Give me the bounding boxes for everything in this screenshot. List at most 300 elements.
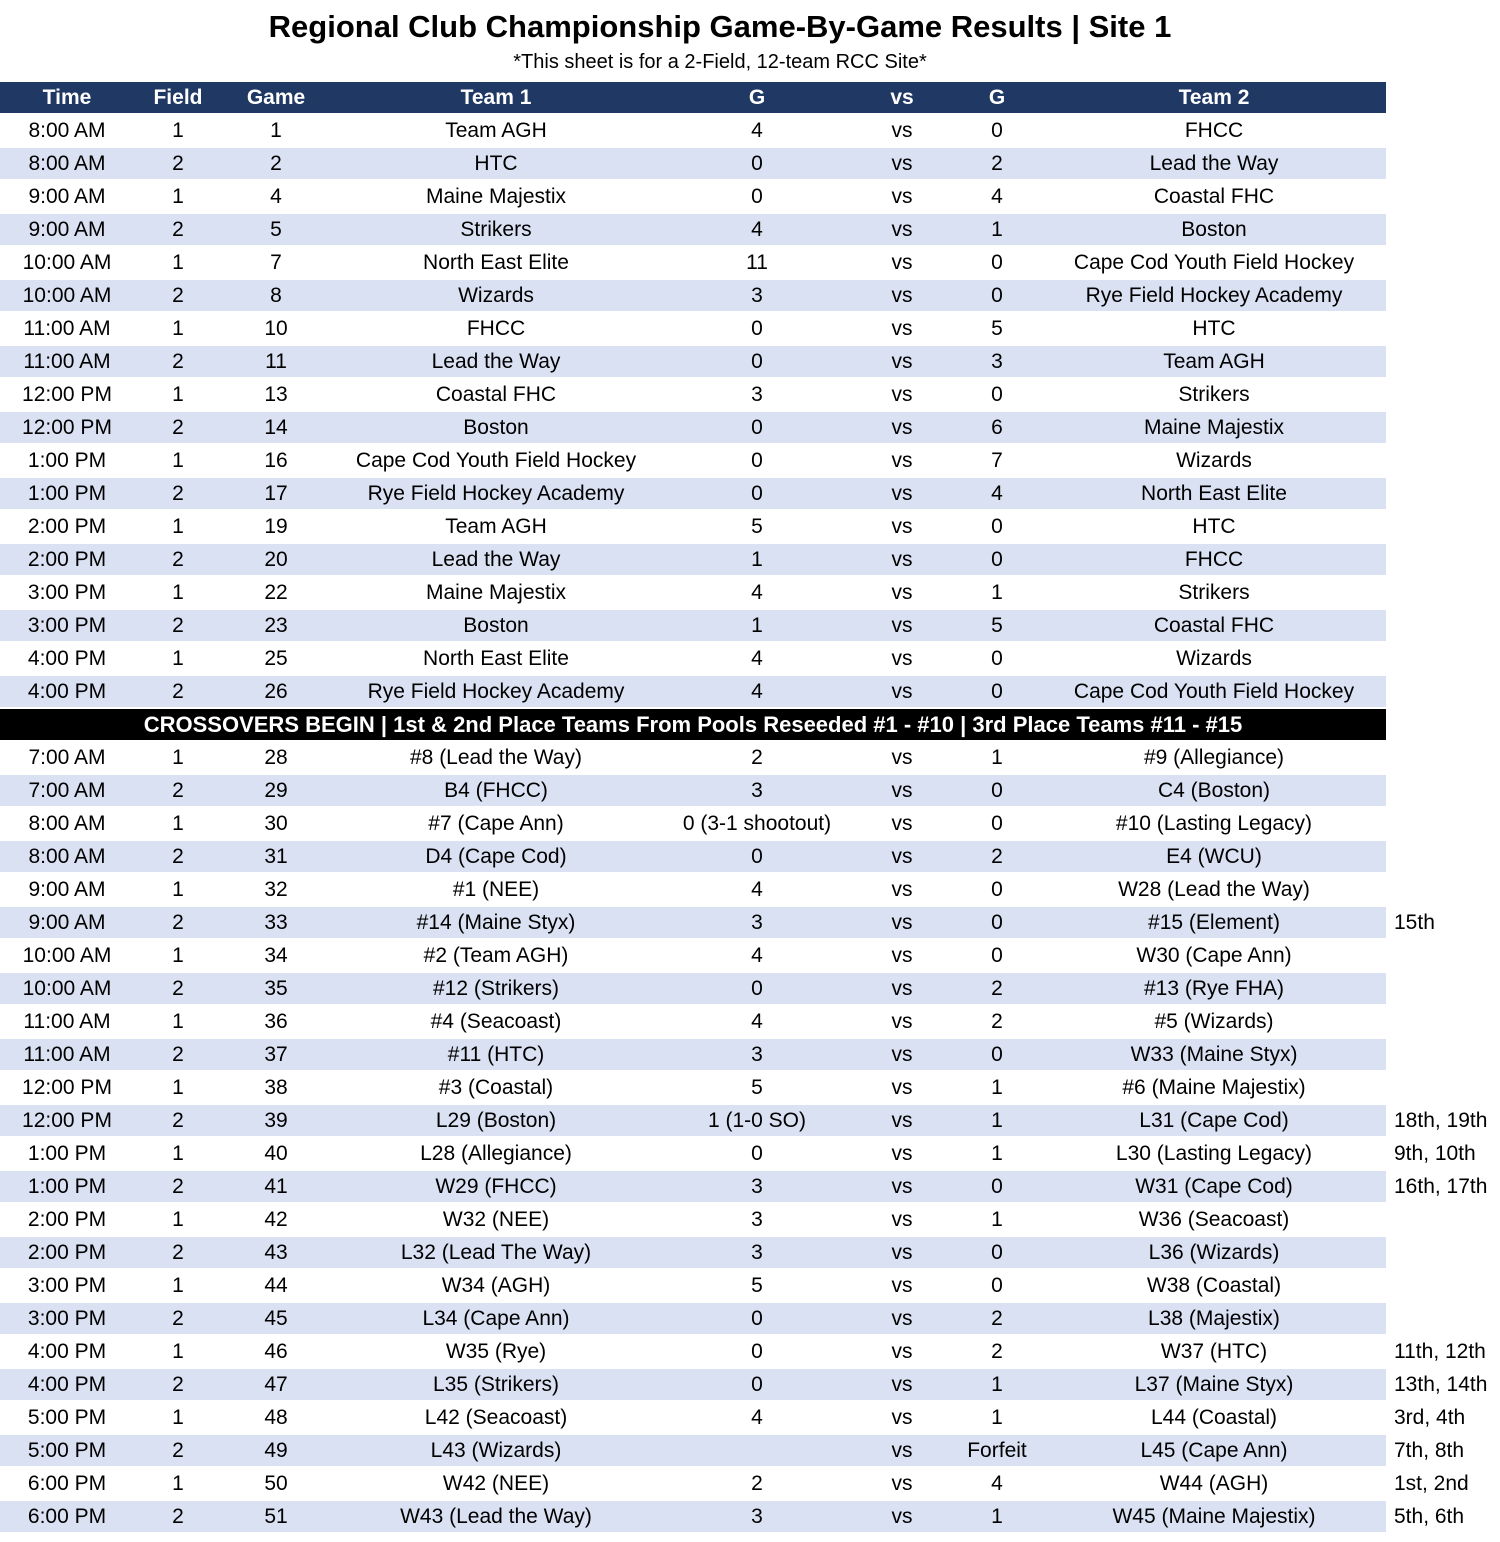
g1-cell: 4 xyxy=(662,1402,852,1435)
team1-cell: Coastal FHC xyxy=(330,379,662,412)
field-cell: 1 xyxy=(134,940,222,973)
team2-cell: W45 (Maine Majestix) xyxy=(1042,1501,1386,1534)
g1-cell: 0 xyxy=(662,181,852,214)
placement-note xyxy=(1386,1270,1500,1303)
g2-cell: 1 xyxy=(952,1204,1042,1237)
team1-cell: HTC xyxy=(330,148,662,181)
placement-note xyxy=(1386,544,1500,577)
team1-cell: Maine Majestix xyxy=(330,577,662,610)
field-cell: 1 xyxy=(134,511,222,544)
team1-cell: Team AGH xyxy=(330,115,662,148)
game-row xyxy=(0,1171,1500,1204)
field-cell: 2 xyxy=(134,214,222,247)
game-cell: 51 xyxy=(222,1501,330,1534)
g1-cell: 1 (1-0 SO) xyxy=(662,1105,852,1138)
g1-cell: 5 xyxy=(662,511,852,544)
game-cell: 7 xyxy=(222,247,330,280)
team1-cell: Team AGH xyxy=(330,511,662,544)
game-row xyxy=(0,1039,1500,1072)
game-row xyxy=(0,181,1500,214)
game-cell: 48 xyxy=(222,1402,330,1435)
g2-cell: 0 xyxy=(952,115,1042,148)
team2-cell: #10 (Lasting Legacy) xyxy=(1042,808,1386,841)
team1-cell: W42 (NEE) xyxy=(330,1468,662,1501)
vs-cell: vs xyxy=(852,346,952,379)
time-cell: 7:00 AM xyxy=(0,742,134,775)
field-cell: 1 xyxy=(134,247,222,280)
g2-cell: 0 xyxy=(952,247,1042,280)
team2-cell: W31 (Cape Cod) xyxy=(1042,1171,1386,1204)
game-row xyxy=(0,1270,1500,1303)
team2-cell: L37 (Maine Styx) xyxy=(1042,1369,1386,1402)
team1-cell: L42 (Seacoast) xyxy=(330,1402,662,1435)
field-cell: 1 xyxy=(134,1204,222,1237)
g1-cell: 0 xyxy=(662,1303,852,1336)
game-cell: 32 xyxy=(222,874,330,907)
time-cell: 6:00 PM xyxy=(0,1468,134,1501)
team1-cell: FHCC xyxy=(330,313,662,346)
g1-cell: 4 xyxy=(662,676,852,709)
time-cell: 12:00 PM xyxy=(0,1072,134,1105)
vs-cell: vs xyxy=(852,412,952,445)
game-row xyxy=(0,544,1500,577)
field-cell: 2 xyxy=(134,1303,222,1336)
time-cell: 11:00 AM xyxy=(0,313,134,346)
team1-cell: Boston xyxy=(330,610,662,643)
placement-note: 13th, 14th xyxy=(1386,1369,1500,1402)
game-row xyxy=(0,1369,1500,1402)
time-cell: 10:00 AM xyxy=(0,973,134,1006)
team1-cell: Wizards xyxy=(330,280,662,313)
team2-cell: Coastal FHC xyxy=(1042,181,1386,214)
vs-cell: vs xyxy=(852,577,952,610)
game-row xyxy=(0,280,1500,313)
placement-note xyxy=(1386,973,1500,1006)
g2-cell: 5 xyxy=(952,610,1042,643)
field-cell: 2 xyxy=(134,1039,222,1072)
game-cell: 11 xyxy=(222,346,330,379)
time-cell: 9:00 AM xyxy=(0,214,134,247)
field-cell: 2 xyxy=(134,841,222,874)
team1-cell: L32 (Lead The Way) xyxy=(330,1237,662,1270)
team1-cell: #1 (NEE) xyxy=(330,874,662,907)
g1-cell: 0 xyxy=(662,973,852,1006)
column-header-time: Time xyxy=(0,82,134,115)
time-cell: 8:00 AM xyxy=(0,115,134,148)
vs-cell: vs xyxy=(852,1138,952,1171)
vs-cell: vs xyxy=(852,511,952,544)
g1-cell: 0 xyxy=(662,412,852,445)
field-cell: 2 xyxy=(134,412,222,445)
game-cell: 42 xyxy=(222,1204,330,1237)
game-cell: 8 xyxy=(222,280,330,313)
column-header-vs: vs xyxy=(852,82,952,115)
g2-cell: 0 xyxy=(952,940,1042,973)
vs-cell: vs xyxy=(852,1303,952,1336)
team1-cell: #4 (Seacoast) xyxy=(330,1006,662,1039)
placement-note: 1st, 2nd xyxy=(1386,1468,1500,1501)
vs-cell: vs xyxy=(852,247,952,280)
team1-cell: L29 (Boston) xyxy=(330,1105,662,1138)
time-cell: 5:00 PM xyxy=(0,1435,134,1468)
game-row xyxy=(0,379,1500,412)
g2-cell: 2 xyxy=(952,148,1042,181)
team1-cell: Rye Field Hockey Academy xyxy=(330,676,662,709)
team1-cell: #7 (Cape Ann) xyxy=(330,808,662,841)
page-title: Regional Club Championship Game-By-Game Results | Site 1 xyxy=(268,9,1172,44)
vs-cell: vs xyxy=(852,940,952,973)
g1-cell: 3 xyxy=(662,1237,852,1270)
game-cell: 43 xyxy=(222,1237,330,1270)
g1-cell: 3 xyxy=(662,775,852,808)
field-cell: 2 xyxy=(134,907,222,940)
time-cell: 1:00 PM xyxy=(0,1138,134,1171)
time-cell: 10:00 AM xyxy=(0,247,134,280)
time-cell: 2:00 PM xyxy=(0,1237,134,1270)
game-cell: 2 xyxy=(222,148,330,181)
g1-cell: 3 xyxy=(662,379,852,412)
team1-cell: W29 (FHCC) xyxy=(330,1171,662,1204)
time-cell: 12:00 PM xyxy=(0,379,134,412)
team2-cell: Rye Field Hockey Academy xyxy=(1042,280,1386,313)
placement-note xyxy=(1386,214,1500,247)
time-cell: 12:00 PM xyxy=(0,412,134,445)
time-cell: 1:00 PM xyxy=(0,478,134,511)
time-cell: 11:00 AM xyxy=(0,346,134,379)
g2-cell: 7 xyxy=(952,445,1042,478)
game-cell: 36 xyxy=(222,1006,330,1039)
team1-cell: D4 (Cape Cod) xyxy=(330,841,662,874)
game-row xyxy=(0,973,1500,1006)
g2-cell: 0 xyxy=(952,874,1042,907)
banner-notes-spacer xyxy=(1386,709,1500,742)
game-row xyxy=(0,775,1500,808)
field-cell: 1 xyxy=(134,1468,222,1501)
team2-cell: Cape Cod Youth Field Hockey xyxy=(1042,676,1386,709)
game-row xyxy=(0,808,1500,841)
g1-cell: 11 xyxy=(662,247,852,280)
time-cell: 2:00 PM xyxy=(0,1204,134,1237)
field-cell: 2 xyxy=(134,544,222,577)
time-cell: 8:00 AM xyxy=(0,808,134,841)
placement-note: 5th, 6th xyxy=(1386,1501,1500,1534)
placement-note xyxy=(1386,148,1500,181)
g1-cell: 1 xyxy=(662,544,852,577)
team1-cell: B4 (FHCC) xyxy=(330,775,662,808)
team1-cell: W43 (Lead the Way) xyxy=(330,1501,662,1534)
game-cell: 10 xyxy=(222,313,330,346)
team2-cell: Maine Majestix xyxy=(1042,412,1386,445)
team1-cell: #14 (Maine Styx) xyxy=(330,907,662,940)
placement-note xyxy=(1386,445,1500,478)
team2-cell: #15 (Element) xyxy=(1042,907,1386,940)
placement-note xyxy=(1386,676,1500,709)
field-cell: 1 xyxy=(134,643,222,676)
header-notes-spacer xyxy=(1386,82,1500,115)
time-cell: 2:00 PM xyxy=(0,511,134,544)
vs-cell: vs xyxy=(852,1501,952,1534)
team2-cell: Strikers xyxy=(1042,379,1386,412)
team2-cell: L45 (Cape Ann) xyxy=(1042,1435,1386,1468)
game-cell: 16 xyxy=(222,445,330,478)
g2-cell: 0 xyxy=(952,1171,1042,1204)
team1-cell: W35 (Rye) xyxy=(330,1336,662,1369)
field-cell: 1 xyxy=(134,115,222,148)
placement-note xyxy=(1386,1072,1500,1105)
game-row xyxy=(0,214,1500,247)
vs-cell: vs xyxy=(852,445,952,478)
g1-cell: 0 (3-1 shootout) xyxy=(662,808,852,841)
team2-cell: Strikers xyxy=(1042,577,1386,610)
time-cell: 9:00 AM xyxy=(0,907,134,940)
g1-cell: 4 xyxy=(662,115,852,148)
field-cell: 2 xyxy=(134,346,222,379)
vs-cell: vs xyxy=(852,610,952,643)
game-row xyxy=(0,478,1500,511)
g2-cell: 0 xyxy=(952,511,1042,544)
placement-note xyxy=(1386,313,1500,346)
vs-cell: vs xyxy=(852,643,952,676)
g2-cell: 3 xyxy=(952,346,1042,379)
g2-cell: Forfeit xyxy=(952,1435,1042,1468)
g1-cell: 4 xyxy=(662,940,852,973)
team2-cell: C4 (Boston) xyxy=(1042,775,1386,808)
game-row xyxy=(0,1072,1500,1105)
g2-cell: 0 xyxy=(952,775,1042,808)
game-cell: 29 xyxy=(222,775,330,808)
game-row xyxy=(0,874,1500,907)
game-cell: 35 xyxy=(222,973,330,1006)
game-row xyxy=(0,841,1500,874)
game-row xyxy=(0,676,1500,709)
column-header-game: Game xyxy=(222,82,330,115)
g2-cell: 1 xyxy=(952,214,1042,247)
vs-cell: vs xyxy=(852,1105,952,1138)
team1-cell: Boston xyxy=(330,412,662,445)
game-row xyxy=(0,940,1500,973)
g1-cell: 3 xyxy=(662,1501,852,1534)
column-header-team1: Team 1 xyxy=(330,82,662,115)
g2-cell: 2 xyxy=(952,841,1042,874)
field-cell: 2 xyxy=(134,1435,222,1468)
game-cell: 17 xyxy=(222,478,330,511)
game-cell: 19 xyxy=(222,511,330,544)
game-cell: 31 xyxy=(222,841,330,874)
placement-note: 9th, 10th xyxy=(1386,1138,1500,1171)
vs-cell: vs xyxy=(852,379,952,412)
field-cell: 2 xyxy=(134,1369,222,1402)
vs-cell: vs xyxy=(852,1204,952,1237)
vs-cell: vs xyxy=(852,181,952,214)
placement-note xyxy=(1386,478,1500,511)
field-cell: 1 xyxy=(134,577,222,610)
game-cell: 14 xyxy=(222,412,330,445)
g2-cell: 1 xyxy=(952,577,1042,610)
game-row xyxy=(0,313,1500,346)
g1-cell: 0 xyxy=(662,478,852,511)
field-cell: 1 xyxy=(134,1072,222,1105)
team1-cell: #8 (Lead the Way) xyxy=(330,742,662,775)
time-cell: 11:00 AM xyxy=(0,1006,134,1039)
field-cell: 1 xyxy=(134,1336,222,1369)
g1-cell: 3 xyxy=(662,907,852,940)
vs-cell: vs xyxy=(852,1171,952,1204)
time-cell: 10:00 AM xyxy=(0,940,134,973)
game-cell: 41 xyxy=(222,1171,330,1204)
field-cell: 1 xyxy=(134,445,222,478)
field-cell: 1 xyxy=(134,313,222,346)
placement-note xyxy=(1386,346,1500,379)
field-cell: 1 xyxy=(134,181,222,214)
game-row xyxy=(0,1402,1500,1435)
g1-cell: 0 xyxy=(662,841,852,874)
team1-cell: #11 (HTC) xyxy=(330,1039,662,1072)
time-cell: 10:00 AM xyxy=(0,280,134,313)
team1-cell: L35 (Strikers) xyxy=(330,1369,662,1402)
vs-cell: vs xyxy=(852,1336,952,1369)
game-row xyxy=(0,577,1500,610)
field-cell: 2 xyxy=(134,676,222,709)
placement-note xyxy=(1386,1303,1500,1336)
team2-cell: #6 (Maine Majestix) xyxy=(1042,1072,1386,1105)
column-header-team2: Team 2 xyxy=(1042,82,1386,115)
time-cell: 4:00 PM xyxy=(0,1336,134,1369)
game-cell: 13 xyxy=(222,379,330,412)
game-cell: 22 xyxy=(222,577,330,610)
g2-cell: 0 xyxy=(952,808,1042,841)
field-cell: 1 xyxy=(134,1138,222,1171)
g2-cell: 0 xyxy=(952,544,1042,577)
time-cell: 3:00 PM xyxy=(0,1270,134,1303)
g2-cell: 0 xyxy=(952,907,1042,940)
team2-cell: FHCC xyxy=(1042,544,1386,577)
time-cell: 5:00 PM xyxy=(0,1402,134,1435)
time-cell: 3:00 PM xyxy=(0,1303,134,1336)
team1-cell: W32 (NEE) xyxy=(330,1204,662,1237)
team1-cell: L28 (Allegiance) xyxy=(330,1138,662,1171)
vs-cell: vs xyxy=(852,1402,952,1435)
game-row xyxy=(0,1138,1500,1171)
game-cell: 45 xyxy=(222,1303,330,1336)
section-banner-row xyxy=(0,709,1500,742)
team1-cell: #2 (Team AGH) xyxy=(330,940,662,973)
team2-cell: W36 (Seacoast) xyxy=(1042,1204,1386,1237)
game-cell: 46 xyxy=(222,1336,330,1369)
placement-note: 16th, 17th xyxy=(1386,1171,1500,1204)
time-cell: 8:00 AM xyxy=(0,148,134,181)
column-header-field: Field xyxy=(134,82,222,115)
time-cell: 6:00 PM xyxy=(0,1501,134,1534)
game-row xyxy=(0,346,1500,379)
g1-cell xyxy=(662,1435,852,1468)
placement-note: 3rd, 4th xyxy=(1386,1402,1500,1435)
g2-cell: 1 xyxy=(952,1369,1042,1402)
time-cell: 9:00 AM xyxy=(0,181,134,214)
team2-cell: Team AGH xyxy=(1042,346,1386,379)
team2-cell: North East Elite xyxy=(1042,478,1386,511)
placement-note xyxy=(1386,379,1500,412)
time-cell: 3:00 PM xyxy=(0,577,134,610)
team1-cell: Cape Cod Youth Field Hockey xyxy=(330,445,662,478)
vs-cell: vs xyxy=(852,775,952,808)
game-row xyxy=(0,1468,1500,1501)
g2-cell: 2 xyxy=(952,973,1042,1006)
g1-cell: 4 xyxy=(662,874,852,907)
game-row xyxy=(0,1006,1500,1039)
time-cell: 4:00 PM xyxy=(0,676,134,709)
field-cell: 2 xyxy=(134,1237,222,1270)
game-cell: 25 xyxy=(222,643,330,676)
g1-cell: 0 xyxy=(662,1369,852,1402)
game-cell: 1 xyxy=(222,115,330,148)
game-row xyxy=(0,610,1500,643)
placement-note: 18th, 19th xyxy=(1386,1105,1500,1138)
placement-note xyxy=(1386,577,1500,610)
team2-cell: #5 (Wizards) xyxy=(1042,1006,1386,1039)
placement-note xyxy=(1386,1204,1500,1237)
column-header-g2: G xyxy=(952,82,1042,115)
field-cell: 1 xyxy=(134,379,222,412)
game-cell: 28 xyxy=(222,742,330,775)
placement-note xyxy=(1386,841,1500,874)
game-row xyxy=(0,907,1500,940)
g2-cell: 1 xyxy=(952,1138,1042,1171)
field-cell: 1 xyxy=(134,742,222,775)
placement-note xyxy=(1386,280,1500,313)
game-cell: 34 xyxy=(222,940,330,973)
game-cell: 33 xyxy=(222,907,330,940)
g1-cell: 4 xyxy=(662,643,852,676)
game-row xyxy=(0,1105,1500,1138)
vs-cell: vs xyxy=(852,1270,952,1303)
team2-cell: L30 (Lasting Legacy) xyxy=(1042,1138,1386,1171)
g2-cell: 6 xyxy=(952,412,1042,445)
table-body xyxy=(0,115,1500,1534)
placement-note xyxy=(1386,1006,1500,1039)
game-row xyxy=(0,643,1500,676)
vs-cell: vs xyxy=(852,280,952,313)
team2-cell: Boston xyxy=(1042,214,1386,247)
g2-cell: 2 xyxy=(952,1336,1042,1369)
vs-cell: vs xyxy=(852,973,952,1006)
placement-note xyxy=(1386,874,1500,907)
game-row xyxy=(0,511,1500,544)
vs-cell: vs xyxy=(852,1369,952,1402)
g1-cell: 4 xyxy=(662,1006,852,1039)
g1-cell: 2 xyxy=(662,742,852,775)
team2-cell: Coastal FHC xyxy=(1042,610,1386,643)
time-cell: 2:00 PM xyxy=(0,544,134,577)
g1-cell: 3 xyxy=(662,280,852,313)
team1-cell: North East Elite xyxy=(330,247,662,280)
vs-cell: vs xyxy=(852,1237,952,1270)
game-cell: 47 xyxy=(222,1369,330,1402)
vs-cell: vs xyxy=(852,874,952,907)
team2-cell: W33 (Maine Styx) xyxy=(1042,1039,1386,1072)
field-cell: 2 xyxy=(134,148,222,181)
team2-cell: Cape Cod Youth Field Hockey xyxy=(1042,247,1386,280)
g1-cell: 5 xyxy=(662,1270,852,1303)
game-cell: 50 xyxy=(222,1468,330,1501)
team2-cell: W44 (AGH) xyxy=(1042,1468,1386,1501)
field-cell: 2 xyxy=(134,1105,222,1138)
g2-cell: 1 xyxy=(952,1402,1042,1435)
vs-cell: vs xyxy=(852,1468,952,1501)
team2-cell: W38 (Coastal) xyxy=(1042,1270,1386,1303)
team1-cell: #12 (Strikers) xyxy=(330,973,662,1006)
vs-cell: vs xyxy=(852,115,952,148)
time-cell: 1:00 PM xyxy=(0,445,134,478)
